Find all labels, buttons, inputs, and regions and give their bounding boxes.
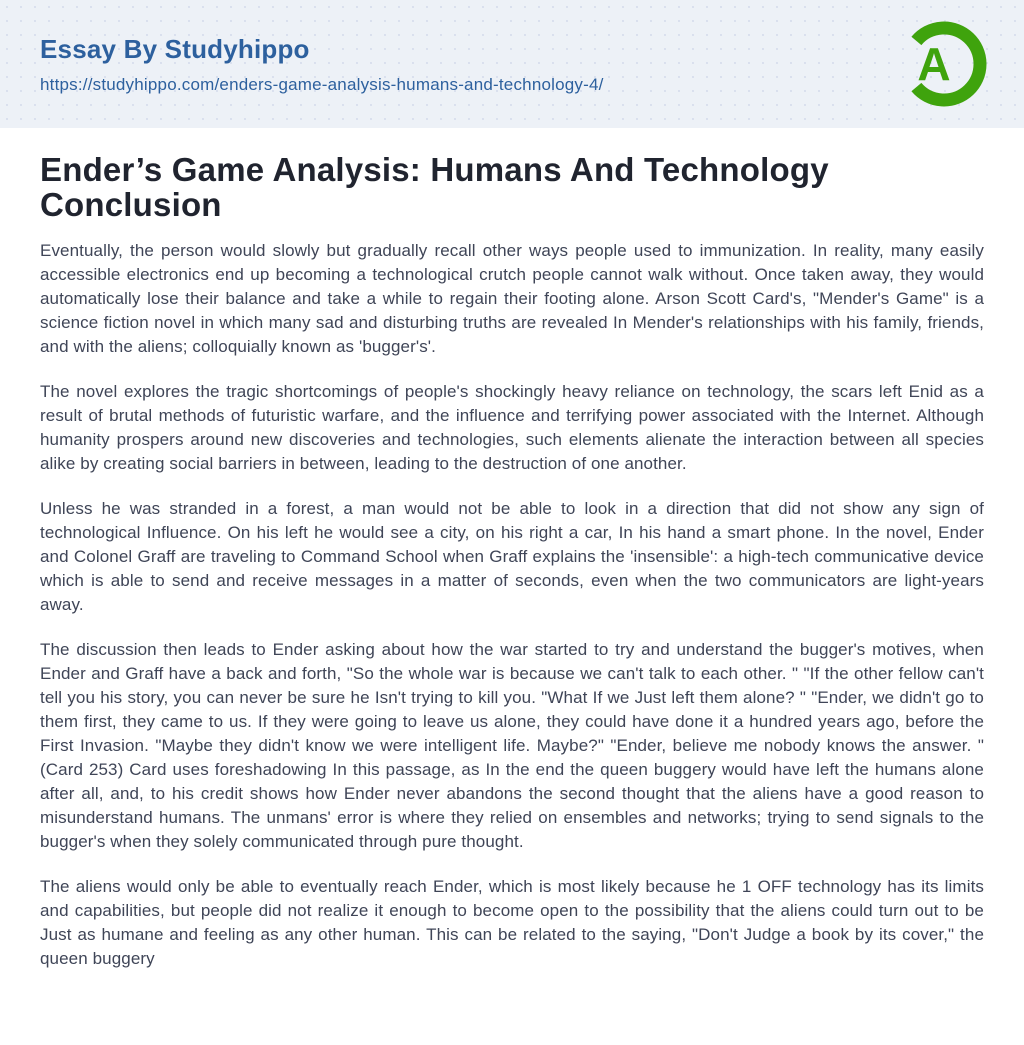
- essay-by-title: Essay By Studyhippo: [40, 33, 310, 64]
- logo-arc-a-icon: [896, 16, 992, 112]
- page-header: [0, 0, 1024, 128]
- header-text-block: [40, 34, 604, 95]
- logo-letter: A: [917, 38, 951, 90]
- article-body: [40, 239, 984, 971]
- essay-paragraph: Eventually, the person would slowly but gradually recall other ways people used to immunization. In reality, many easily accessible electronics end up becoming a technological crutch people cannot walk without. Once taken away, they would automatically lose their balance and take a while to regain their footing alone. Arson Scott Card's, "Mender's Game" is a science fiction novel in which many sad and disturbing truths are revealed In Mender's relationships with his family, friends, and with the aliens; colloquially known as 'bugger's'.: [40, 241, 984, 356]
- article-title: Ender’s Game Analysis: Humans And Technology Conclusion: [40, 151, 829, 223]
- essay-url-link[interactable]: https://studyhippo.com/enders-game-analysis-humans-and-technology-4/: [40, 74, 604, 94]
- studyhippo-logo: [896, 16, 992, 112]
- essay-paragraph: The aliens would only be able to eventually reach Ender, which is most likely because he 1 OFF technology has its limits and capabilities, but people did not realize it enough to become open to the possibility that the aliens could turn out to be Just as humane and feeling as any other human. This can be related to the saying, "Don't Judge a book by its cover," the queen buggery: [40, 877, 984, 968]
- article-content: [0, 128, 1024, 971]
- essay-paragraph: The novel explores the tragic shortcomings of people's shockingly heavy reliance on technology, the scars left Enid as a result of brutal methods of futuristic warfare, and the influence and terrifying power associated with the Internet. Although humanity prospers around new discoveries and technologies, such elements alienate the interaction between all species alike by creating social barriers in between, leading to the destruction of one another.: [40, 382, 984, 473]
- essay-paragraph: The discussion then leads to Ender asking about how the war started to try and understand the bugger's motives, when Ender and Graff have a back and forth, "So the whole war is because we can't talk to each other. " "If the other fellow can't tell you his story, you can never be sure he Isn't trying to kill you. "What If we Just left them alone? " "Ender, we didn't go to them first, they came to us. If they were going to leave us alone, they could have done it a hundred years ago, before the First Invasion. "Maybe they didn't know we were intelligent life. Maybe?" "Ender, believe me nobody knows the answer. " (Card 253) Card uses foreshadowing In this passage, as In the end the queen buggery would have left the humans alone after all, and, to his credit shows how Ender never abandons the second thought that the aliens have a good reason to misunderstand humans. The unmans' error is where they relied on ensembles and networks; trying to send signals to the bugger's when they solely communicated through pure thought.: [40, 640, 984, 851]
- essay-paragraph: Unless he was stranded in a forest, a man would not be able to look in a direction that did not show any sign of technological Influence. On his left he would see a city, on his right a car, In his hand a smart phone. In the novel, Ender and Colonel Graff are traveling to Command School when Graff explains the 'insensible': a high-tech communicative device which is able to send and receive messages in a matter of seconds, even when the two communicators are light-years away.: [40, 499, 984, 614]
